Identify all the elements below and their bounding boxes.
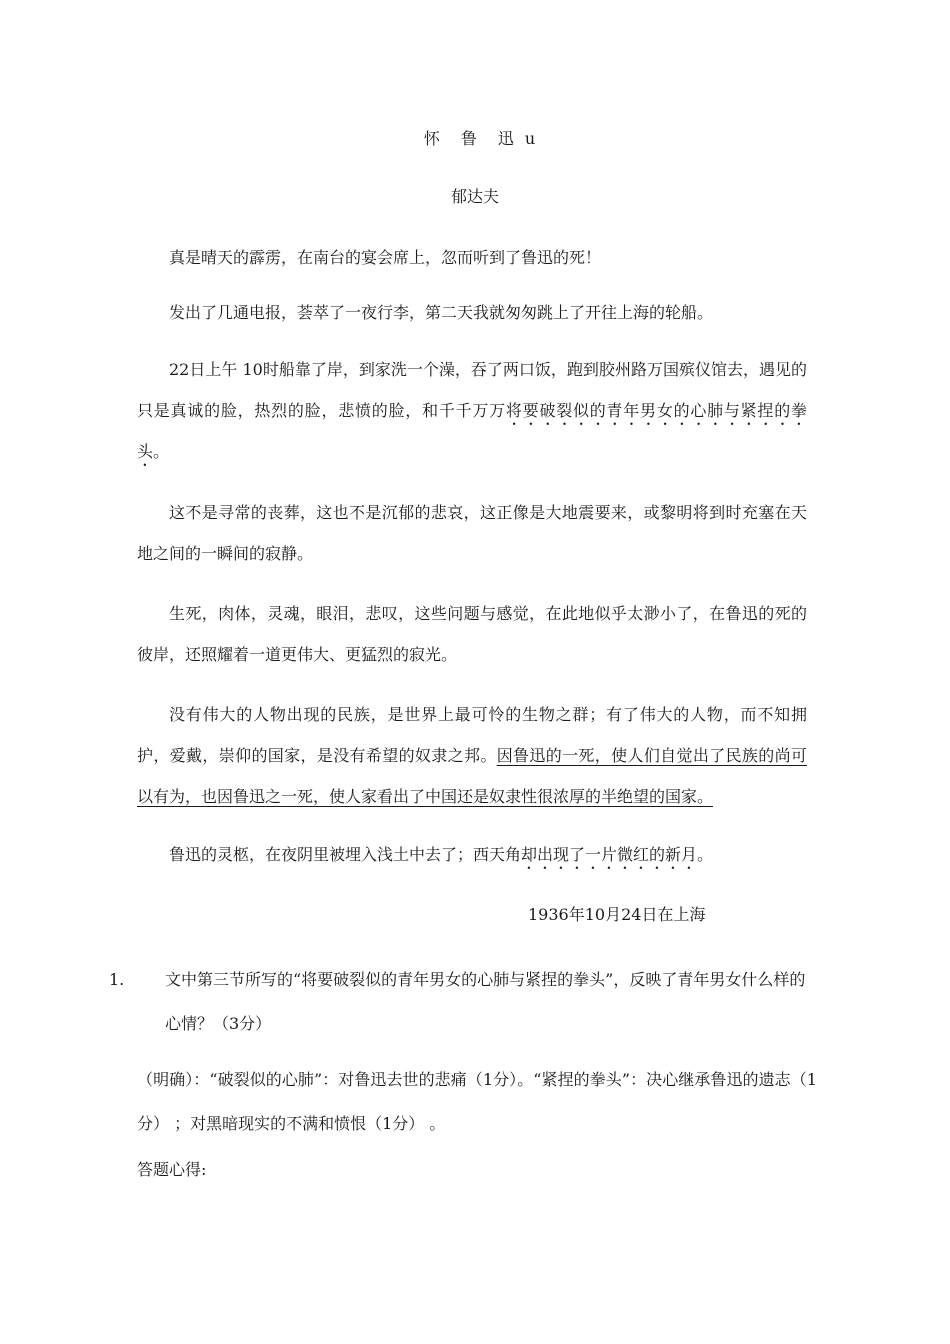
- essay-title: [0, 126, 950, 149]
- title-char: 怀: [423, 129, 441, 148]
- paragraph-7: [137, 834, 807, 875]
- question-number: 1.: [109, 970, 125, 989]
- paragraph-3-end: 。: [153, 442, 170, 461]
- paragraph-6-text: 没有伟大的人物出现的民族，是世界上最可怜的生物之群；有了伟大的人物，而不知拥护，爱戴，崇仰的国家，是没有希望的奴隶之邦。: [137, 705, 807, 765]
- paragraph-2: 发出了几通电报，荟萃了一夜行李，第二天我就匆匆跳上了开往上海的轮船。: [169, 303, 714, 322]
- underlined-sentence: 因鲁迅的一死，使人们自觉出了民族的尚可以有为，也因鲁迅之一死，使人家看出了中国还是奴隶性很浓厚的半绝望的国家。: [137, 746, 807, 806]
- essay-author: 郁达夫: [450, 187, 499, 206]
- paragraph-7-text: 鲁迅的灵柩，在夜阴里被埋入浅土中去了；西天角: [169, 845, 522, 864]
- answer-tips-label: 答题心得:: [137, 1160, 207, 1179]
- question-1: [109, 958, 817, 1046]
- paragraph-5: 生死，肉体，灵魂，眼泪，悲叹，这些问题与感觉，在此地似乎太渺小了，在鲁迅的死的彼岸，还照耀着一道更伟大、更猛烈的寂光。: [137, 604, 807, 664]
- emphasized-phrase: 将要破裂似的青年男女的心肺与紧捏的拳头: [137, 401, 807, 461]
- title-suffix: u: [524, 129, 537, 148]
- emphasized-phrase: 却出现了一片微红的新月: [521, 845, 698, 864]
- answer-text: （明确）：“破裂似的心肺”：对鲁迅去世的悲痛（1分）。“紧捏的拳头”：决心继承鲁迅的遗志（1分） ；对黑暗现实的不满和愤恨（1分） 。: [137, 1070, 817, 1133]
- paragraph-4: 这不是寻常的丧葬，这也不是沉郁的悲哀，这正像是大地震要来，或黎明将到时充塞在天地之间的一瞬间的寂静。: [137, 503, 807, 563]
- title-char: 鲁: [460, 129, 478, 148]
- paragraph-3-text: 22日上午 10时船靠了岸，到家洗一个澡，吞了两口饭，跑到胶州路万国殡仪馆去，遇见的只是真诚的脸，热烈的脸，悲愤的脸，和千千万万: [137, 360, 807, 420]
- title-char: 迅: [497, 129, 515, 148]
- paragraph-1: 真是晴天的霹雳，在南台的宴会席上，忽而听到了鲁迅的死！: [169, 248, 602, 267]
- paragraph-6: [137, 694, 807, 817]
- question-text: 文中第三节所写的“将要破裂似的青年男女的心肺与紧捏的拳头”，反映了青年男女什么样的心情？（3分）: [165, 970, 806, 1033]
- essay-date: 1936年10月24日在上海: [528, 905, 706, 924]
- paragraph-7-end: 。: [697, 845, 714, 864]
- paragraph-3: [137, 349, 807, 472]
